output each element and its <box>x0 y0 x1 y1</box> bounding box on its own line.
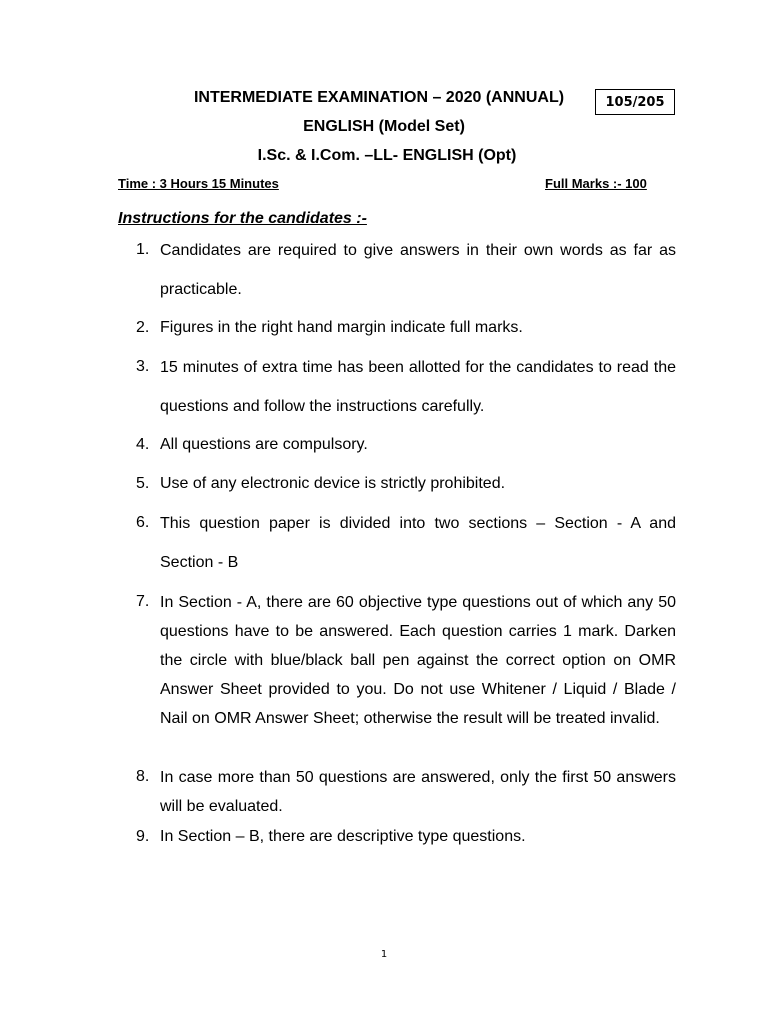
page-number: 1 <box>380 949 388 960</box>
instruction-number: 8. <box>136 768 150 785</box>
paper-code-box: 105/205 <box>595 89 675 115</box>
instruction-number: 1. <box>136 241 150 258</box>
instruction-number: 9. <box>136 828 150 845</box>
instruction-text: 15 minutes of extra time has been allotted for the candidates to read the questions and follow the instructions carefully. <box>160 359 676 415</box>
exam-title: INTERMEDIATE EXAMINATION – 2020 (ANNUAL) <box>193 89 565 106</box>
instruction-text: Figures in the right hand margin indicate full marks. <box>160 319 523 336</box>
instruction-number: 7. <box>136 593 150 610</box>
instruction-number: 5. <box>136 475 150 492</box>
instruction-number: 4. <box>136 436 150 453</box>
full-marks: Full Marks :- 100 <box>545 176 647 191</box>
subject-title: ENGLISH (Model Set) <box>303 118 465 135</box>
instruction-text: Candidates are required to give answers in their own words as far as practicable. <box>160 242 676 298</box>
instruction-number: 6. <box>136 514 150 531</box>
instructions-heading: Instructions for the candidates :- <box>118 210 367 227</box>
instruction-text: Use of any electronic device is strictly prohibited. <box>160 475 506 492</box>
instruction-text: In Section - A, there are 60 objective type questions out of which any 50 questions have to be answered. Each question carries 1 mark. Darken the circle with blue/black ball pen against the correct option on OMR Answer Sheet provided to you. Do not use Whitener / Liquid / Blade / Nail on OMR Answer Sheet; otherwise the result will be treated invalid. <box>160 594 676 727</box>
instruction-text: In case more than 50 questions are answered, only the first 50 answers will be evaluated. <box>160 769 676 815</box>
instruction-text: All questions are compulsory. <box>160 436 368 453</box>
instruction-text: In Section – B, there are descriptive type questions. <box>160 828 526 845</box>
course-title: I.Sc. & I.Com. –LL- ENGLISH (Opt) <box>257 147 517 164</box>
instruction-number: 3. <box>136 358 150 375</box>
time-duration: Time : 3 Hours 15 Minutes <box>118 176 279 191</box>
instruction-number: 2. <box>136 319 150 336</box>
instruction-text: This question paper is divided into two sections – Section - A and Section - B <box>160 515 676 571</box>
